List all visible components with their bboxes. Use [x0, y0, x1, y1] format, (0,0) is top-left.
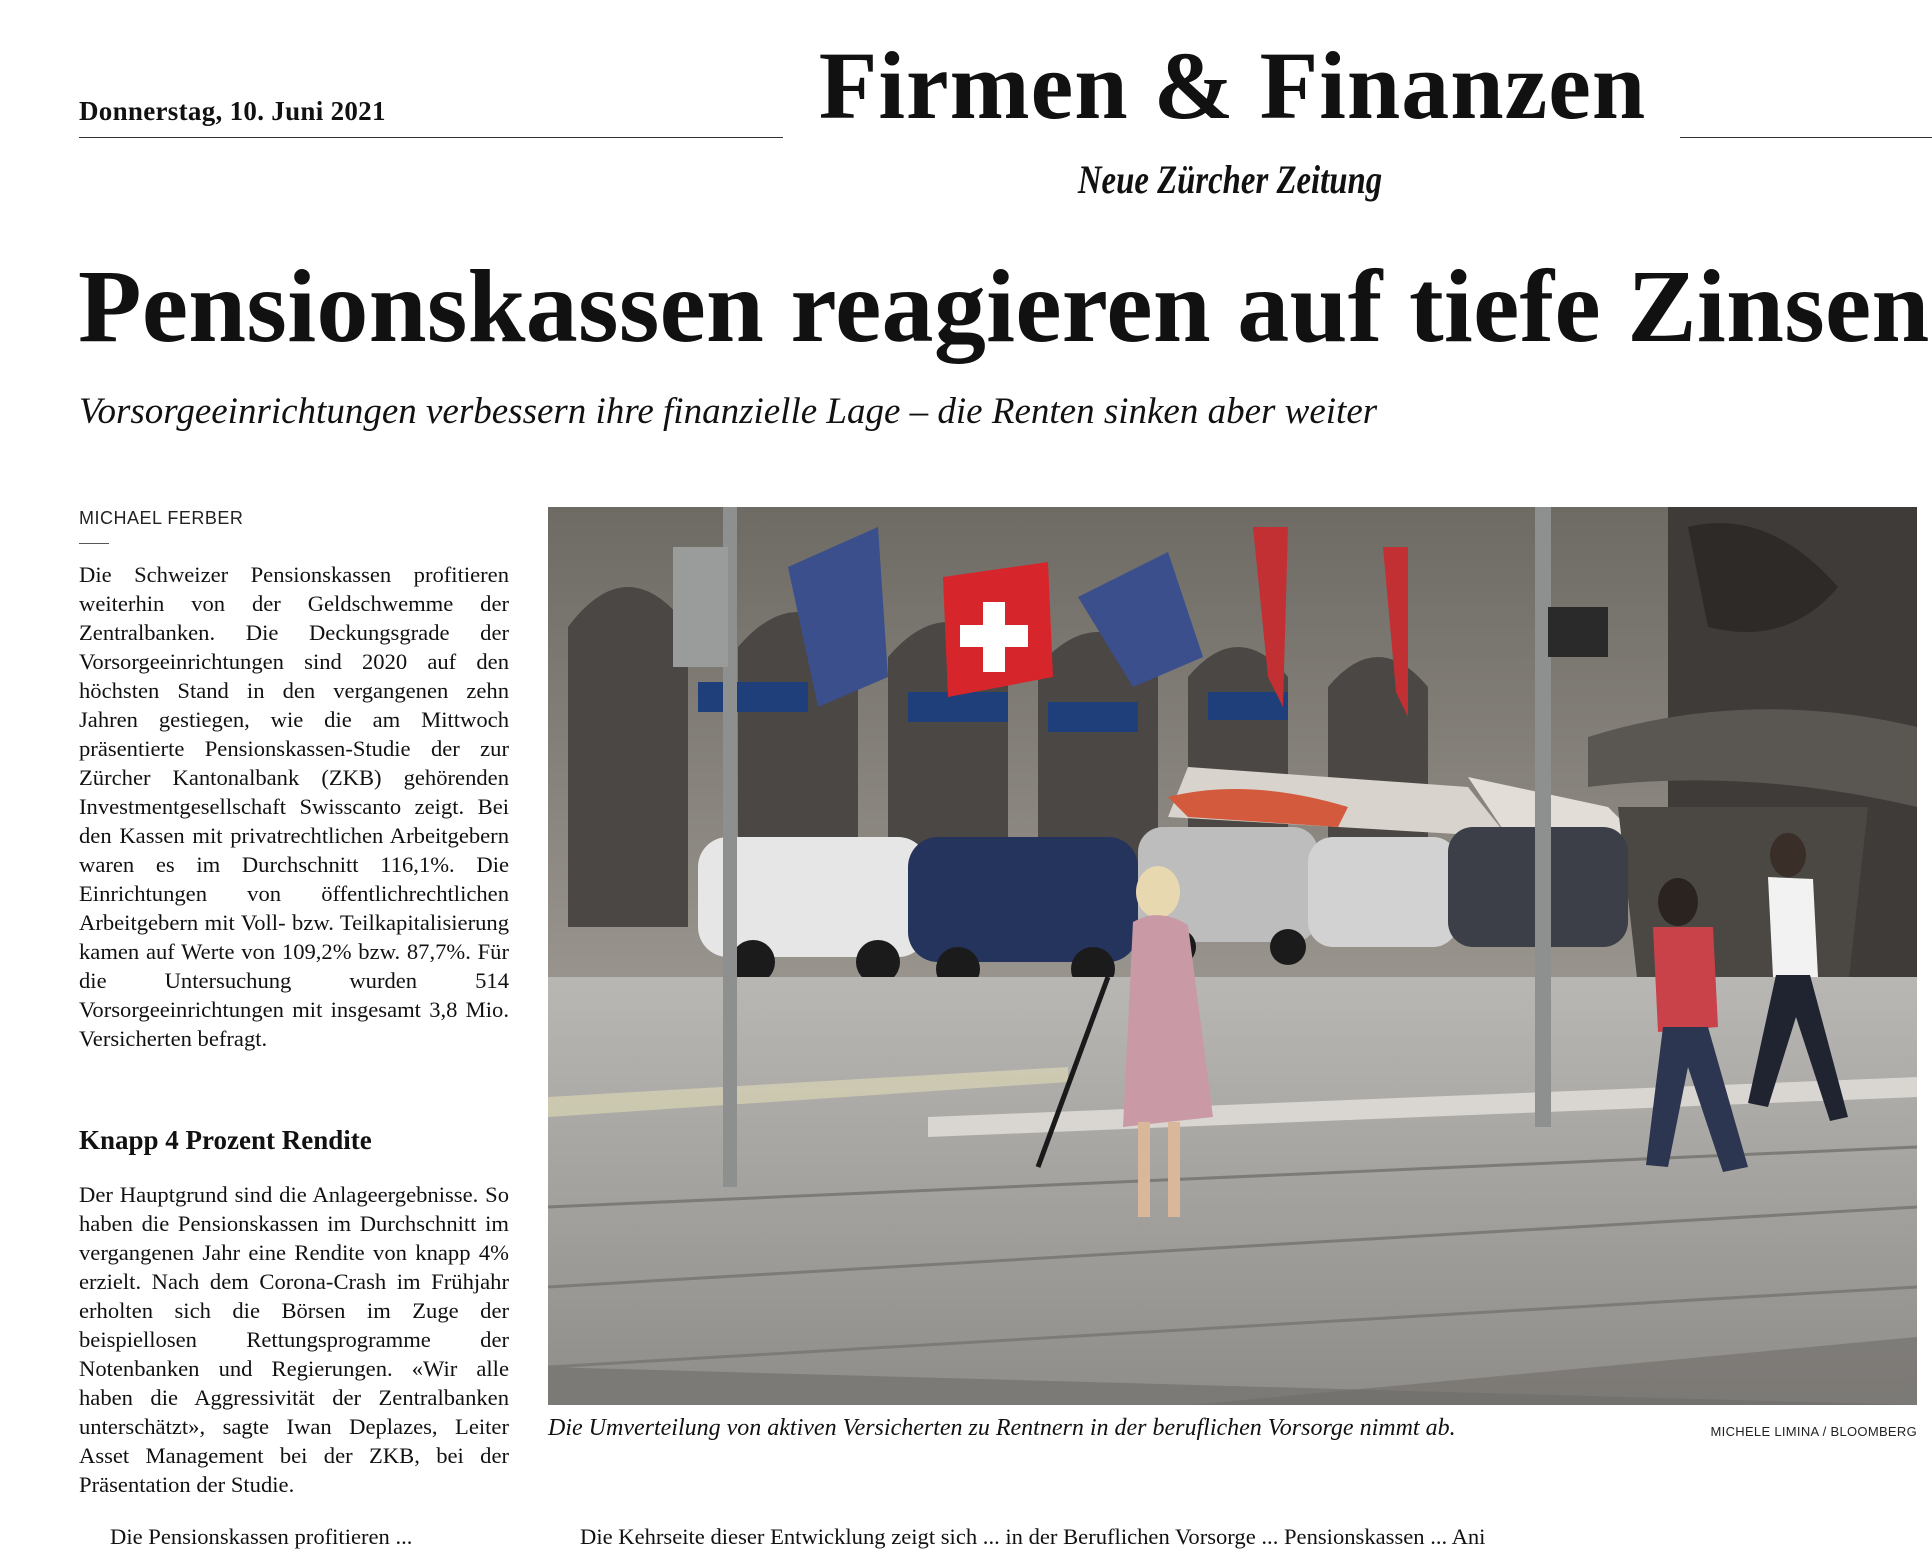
masthead-rule-right [1680, 137, 1932, 138]
article-subheadline: Vorsorgeeinrichtungen verbessern ihre finanzielle Lage – die Renten sinken aber weiter [79, 391, 1378, 432]
byline-rule [79, 543, 109, 544]
byline: MICHAEL FERBER [79, 508, 244, 528]
body-column-2 [79, 1180, 509, 1499]
photo-caption: Die Umverteilung von aktiven Versicherten zu Rentnern in der beruflichen Vorsorge nimmt ab. [548, 1415, 1456, 1441]
masthead-rule-left [79, 137, 783, 138]
paragraph-2: Der Hauptgrund sind die Anlageergebnisse. So haben die Pensionskassen im Durchschnitt im vergangenen Jahr eine Rendite von knapp 4% erzielt. Nach dem Corona-Crash im Frühjahr erholten sich die Börsen im Zuge der beispiellosen Rettungsprogramme der Notenbanken und Regierungen. «Wir alle haben die Aggressivität der Zentralbanken unterschätzt», sagte Iwan Deplazes, Leiter Asset Management bei der ZKB, bei der Präsentation der Studie. [79, 1182, 509, 1497]
newspaper-name: Neue Zürcher Zeitung [1077, 157, 1383, 202]
paragraph-1: Die Schweizer Pensionskassen profitieren weiterhin von der Geldschwemme der Zentralbanken. Die Deckungsgrade der Vorsorgeeinrichtungen sind 2020 auf den höchsten Stand in den vergangenen zehn Jahren gestiegen, wie die am Mittwoch präsentierte Pensionskassen-Studie der zur Zürcher Kantonalbank (ZKB) gehörenden Investmentgesellschaft Swisscanto zeigt. Bei den Kassen mit privatrechtlichen Arbeitgebern waren es im Durchschnitt 116,1%. Die Einrichtungen von öffentlichrechtlichen Arbeitgebern mit Voll- bzw. Teilkapitalisierung kamen auf Werte von 109,2% bzw. 87,7%. Für die Untersuchung wurden 514 Vorsorgeeinrichtungen mit insgesamt 3,8 Mio. Versicherten befragt. [79, 562, 509, 1051]
article-photo [548, 507, 1917, 1405]
masthead-date: Donnerstag, 10. Juni 2021 [79, 96, 386, 126]
body-column-1 [79, 560, 509, 1053]
cut-line-right: Die Kehrseite dieser Entwicklung zeigt sich ... in der Beruflichen Vorsorge ... Pensionskassen ... Ani [580, 1524, 1486, 1549]
section-title: Firmen & Finanzen [818, 32, 1647, 139]
photo-credit: MICHELE LIMINA / BLOOMBERG [1710, 1424, 1917, 1439]
article-headline: Pensionskassen reagieren auf tiefe Zinsen [78, 249, 1930, 364]
cut-line-left: Die Pensionskassen profitieren ... [110, 1524, 413, 1549]
section-subhead: Knapp 4 Prozent Rendite [79, 1125, 372, 1155]
